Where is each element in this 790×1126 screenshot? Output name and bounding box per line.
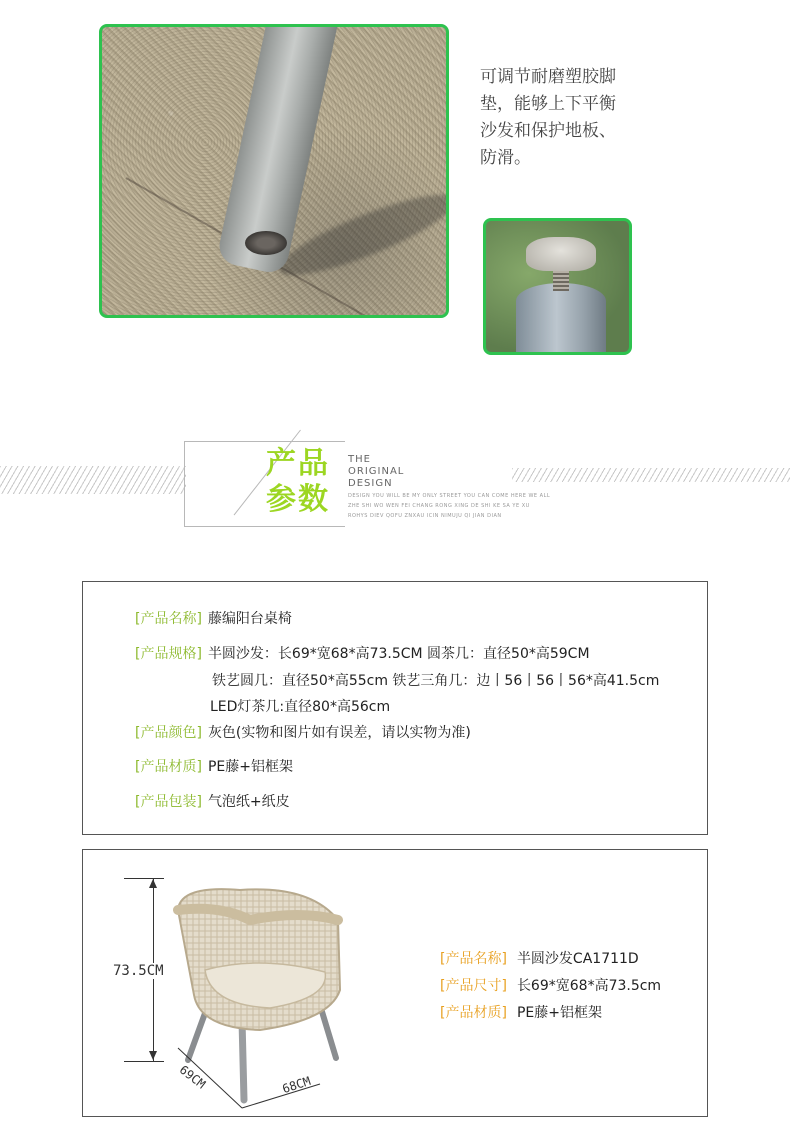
depth-label: 69CM [176, 1062, 209, 1092]
desc-line: 垫，能够上下平衡 [480, 94, 616, 114]
subtitle-line: ORIGINAL [348, 466, 405, 477]
dim-bottom-tick [124, 1061, 164, 1062]
spec-size-line: LED灯茶几:直径80*高56cm [210, 699, 391, 715]
product-value: 长69*宽68*高73.5cm [516, 978, 662, 994]
subtitle-line: DESIGN [348, 478, 393, 489]
desc-line: 沙发和保护地板、 [480, 121, 616, 141]
spec-tag: [产品规格] [135, 646, 202, 662]
section-title-line: 产品 [266, 446, 330, 481]
desc-line: 防滑。 [480, 148, 531, 168]
arrow-down-icon [149, 1051, 157, 1060]
tiny-line: DESIGN YOU WILL BE MY ONLY STREET YOU CAN COME HERE WE ALL [348, 493, 551, 499]
spec-panel [82, 581, 708, 835]
foot-pad-description [480, 64, 640, 172]
product-tag: [产品名称] [440, 951, 507, 967]
leg-tube [516, 283, 606, 355]
spec-material-row [135, 757, 293, 777]
subtitle-line: THE [348, 454, 371, 465]
spec-name-row [135, 609, 292, 629]
product-size-row [440, 973, 661, 1000]
section-subtitle-en [348, 454, 404, 490]
spec-color-row [135, 723, 471, 743]
spec-tag: [产品材质] [135, 759, 202, 775]
desc-line: 可调节耐磨塑胶脚 [480, 67, 616, 87]
product-value: 半圆沙发CA1711D [516, 951, 639, 967]
spec-value: 藤编阳台桌椅 [207, 611, 292, 627]
product-tag: [产品材质] [440, 1005, 507, 1021]
spec-value: PE藤+铝框架 [207, 759, 293, 775]
spec-value: 气泡纸+纸皮 [207, 794, 290, 810]
arrow-up-icon [149, 879, 157, 888]
spec-size-row [135, 644, 590, 664]
spec-value: 半圆沙发：长69*宽68*高73.5CM 圆茶几：直径50*高59CM [207, 646, 590, 662]
tiny-line: ROHYS DIEV QOFU ZNXAU ICIN NIMUJU QI JIAN DIAN [348, 513, 502, 519]
dim-top-tick [124, 878, 164, 879]
height-label: 73.5CM [113, 963, 164, 979]
width-label: 68CM [280, 1073, 313, 1097]
section-title-line: 参数 [266, 482, 330, 517]
product-value: PE藤+铝框架 [516, 1005, 602, 1021]
product-material-row [440, 1000, 661, 1027]
floor-dim-lines [170, 1040, 330, 1120]
spec-tag: [产品颜色] [135, 725, 202, 741]
spec-value: 灰色(实物和图片如有误差，请以实物为准) [207, 725, 471, 741]
section-tiny-text [348, 491, 550, 521]
spec-package-row [135, 792, 290, 812]
product-tag: [产品尺寸] [440, 978, 507, 994]
product-name-row [440, 946, 661, 973]
chair-foot-photo [99, 24, 449, 318]
spec-size-line: 铁艺圆几：直径50*高55cm 铁艺三角几：边丨56丨56丨56*高41.5cm [212, 673, 660, 689]
spec-tag: [产品包装] [135, 794, 202, 810]
foot-pad-closeup-photo [483, 218, 632, 355]
tiny-line: ZHE SHI WO WEN FEI CHANG RONG XING DE SHI KE SA YE XU [348, 503, 530, 509]
decor-hatch-right [512, 468, 790, 482]
section-title [266, 446, 346, 518]
product-info [440, 946, 661, 1027]
plastic-pad-knob [526, 237, 596, 271]
decor-hatch-left [0, 466, 186, 494]
adjustable-foot-pad [245, 231, 287, 255]
spec-tag: [产品名称] [135, 611, 202, 627]
